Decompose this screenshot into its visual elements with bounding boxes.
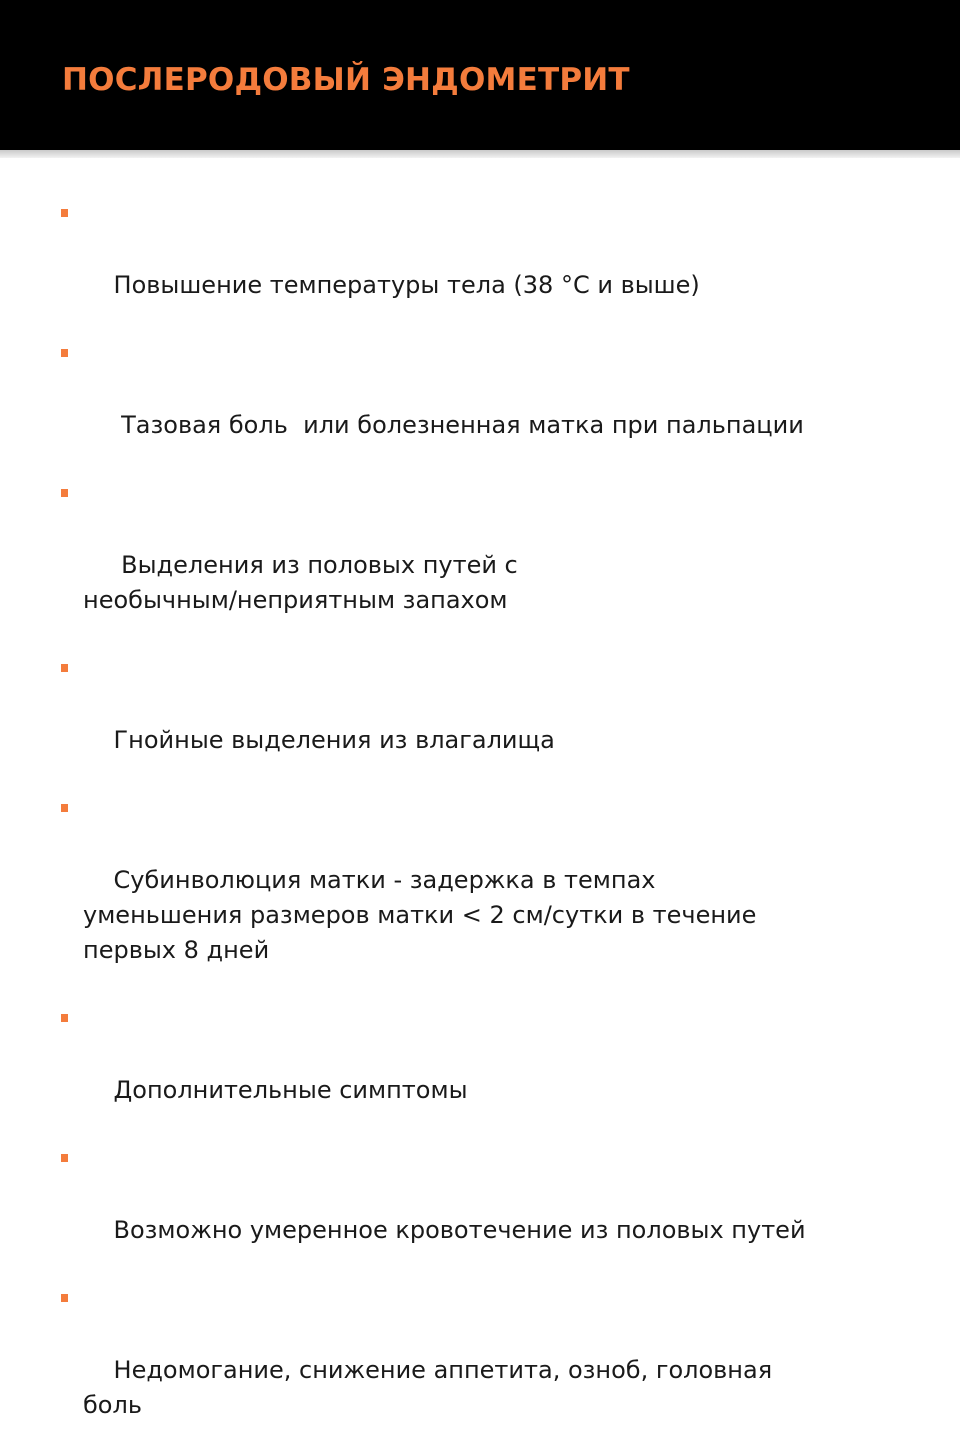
bullet-text: Выделения из половых путей с необычным/неприятным запахом: [83, 551, 518, 614]
bullet-text: Возможно умеренное кровотечение из половых путей: [113, 1216, 806, 1244]
bullet-item: [58, 793, 918, 1003]
bullet-item: [58, 1283, 918, 1440]
bullet-item: [58, 653, 918, 793]
bullet-square-icon: [61, 1154, 68, 1162]
bullet-text: Тазовая боль или болезненная матка при пальпации: [113, 411, 804, 439]
bullet-square-icon: [61, 1014, 68, 1022]
bullet-item: [58, 198, 918, 338]
bullet-square-icon: [61, 349, 68, 357]
bullet-square-icon: [61, 664, 68, 672]
bullet-text: Дополнительные симптомы: [113, 1076, 468, 1104]
slide-title: ПОСЛЕРОДОВЫЙ ЭНДОМЕТРИТ: [62, 62, 630, 98]
bullet-item: [58, 478, 918, 653]
bullet-text: Недомогание, снижение аппетита, озноб, головная боль: [83, 1356, 773, 1419]
bullet-square-icon: [61, 489, 68, 497]
bullet-square-icon: [61, 209, 68, 217]
bullet-text: Повышение температуры тела (38 °С и выше): [113, 271, 700, 299]
bullet-item: [58, 338, 918, 478]
bullet-list: [58, 198, 918, 1440]
bullet-text: Гнойные выделения из влагалища: [113, 726, 555, 754]
bullet-square-icon: [61, 1294, 68, 1302]
bullet-item: [58, 1143, 918, 1283]
bullet-item: [58, 1003, 918, 1143]
bullet-square-icon: [61, 804, 68, 812]
header-divider: [0, 150, 960, 158]
bullet-text: Субинволюция матки - задержка в темпах уменьшения размеров матки < 2 см/сутки в течение первых 8 дней: [83, 866, 757, 964]
